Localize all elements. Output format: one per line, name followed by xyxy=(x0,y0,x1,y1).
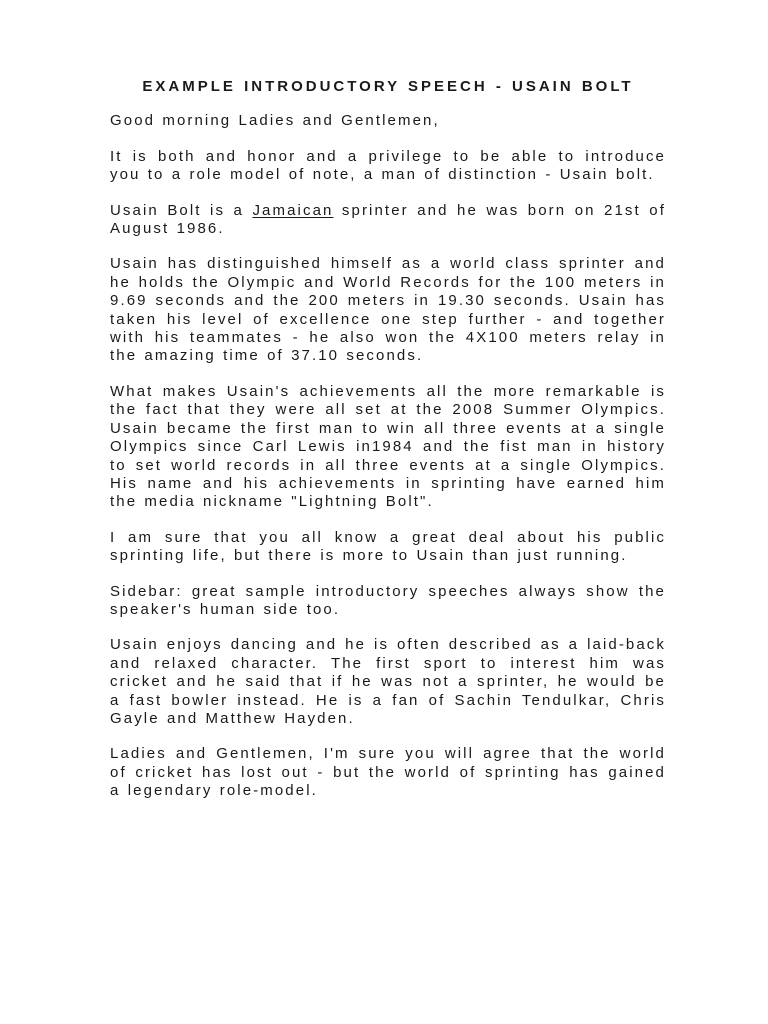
document-title: EXAMPLE INTRODUCTORY SPEECH - USAIN BOLT xyxy=(142,78,634,95)
greeting-paragraph: Good morning Ladies and Gentlemen, xyxy=(110,112,440,130)
achievements-paragraph: What makes Usain's achievements all the more remarkable is the fact that they were all set at the 2008 Summer Olympics. Usain became the first man to win all three events at a single Olympics since Carl Lewis in1984 and the fist man in history to set world records in all three events at a single Olympics. His name and his achievements in sprinting have earned him the media nickname "Lightning Bolt". xyxy=(110,382,666,511)
jamaican-link[interactable]: Jamaican xyxy=(252,201,334,219)
public-life-paragraph: I am sure that you all know a great deal about his public sprinting life, but there is more to Usain than just running. xyxy=(110,528,666,565)
personal-paragraph: Usain enjoys dancing and he is often described as a laid-back and relaxed character. The first sport to interest him was cricket and he said that if he was not a sprinter, he would be a fast bowler instead. He is a fan of Sachin Tendulkar, Chris Gayle and Matthew Hayden. xyxy=(110,636,666,727)
birth-text-after: sprinter and he was born on 21st of August 1986. xyxy=(110,201,666,238)
intro-paragraph: It is both and honor and a privilege to be able to introduce you to a role model of note, a man of distinction - Usain bolt. xyxy=(110,147,666,184)
document-page xyxy=(110,78,666,818)
birth-paragraph xyxy=(110,202,666,239)
sidebar-paragraph: Sidebar: great sample introductory speeches always show the speaker's human side too. xyxy=(110,582,666,618)
closing-paragraph: Ladies and Gentlemen, I'm sure you will agree that the world of cricket has lost out - but the world of sprinting has gained a legendary role-model. xyxy=(110,745,666,800)
records-paragraph: Usain has distinguished himself as a world class sprinter and he holds the Olympic and World Records for the 100 meters in 9.69 seconds and the 200 meters in 19.30 seconds. Usain has taken his level of excellence one step further - and together with his teammates - he also won the 4X100 meters relay in the amazing time of 37.10 seconds. xyxy=(110,255,666,365)
birth-text-before: Usain Bolt is a xyxy=(110,201,253,219)
